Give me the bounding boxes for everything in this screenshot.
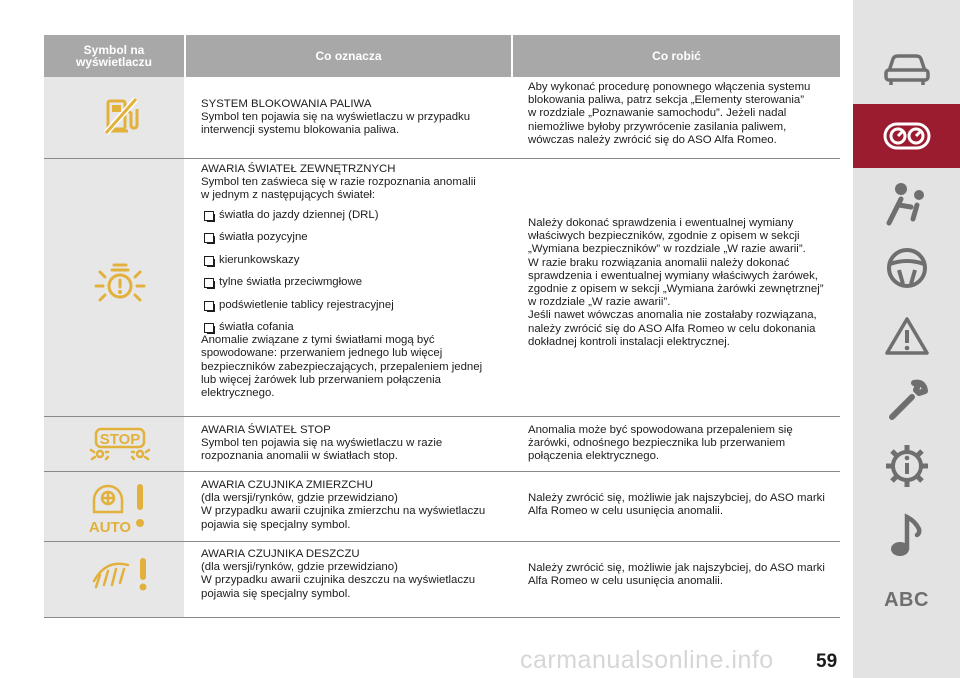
header-action: Co robić (513, 35, 840, 77)
sidebar-item-dashboard[interactable] (853, 104, 960, 168)
rain-sensor-action-line: Alfa Romeo w celu usunięcia anomalii. (528, 575, 724, 588)
stop-lights-meaning-line: rozpoznania anomalii w światłach stop. (201, 450, 398, 463)
list-item-label: tylne światła przeciwmgłowe (219, 276, 363, 289)
steering-wheel-icon (885, 246, 929, 290)
exterior-lights-outro-line: Anomalie związane z tymi światłami mogą być (201, 334, 435, 347)
sidebar-item-technical-data[interactable] (853, 434, 960, 498)
exterior-lights-intro-line: w jednym z następujących świateł: (201, 189, 376, 202)
stop-lights-title: AWARIA ŚWIATEŁ STOP (201, 424, 331, 436)
exterior-lights-outro-line: bezpieczników zabezpieczających, przepaleniem jednej (201, 360, 483, 373)
rain-sensor-meaning (201, 548, 506, 601)
auto-icon-text: AUTO (88, 519, 132, 536)
sidebar-item-emergency[interactable] (853, 368, 960, 432)
fuel-meaning (201, 98, 506, 138)
list-item-label: podświetlenie tablicy rejestracyjnej (219, 298, 394, 311)
rain-sensor-meaning-line: pojawia się specjalny symbol. (201, 587, 351, 600)
exterior-lights-action-line: właściwych bezpieczników, zgodnie z opisem w sekcji (528, 230, 800, 243)
rain-sensor-meaning-line: W przypadku awarii czujnika deszczu na wyświetlaczu (201, 574, 476, 587)
list-item (201, 276, 506, 299)
twilight-sensor-title: AWARIA CZUJNIKA ZMIERZCHU (201, 479, 373, 491)
exterior-light-failure-icon (92, 262, 148, 308)
stop-light-failure-icon (88, 426, 152, 462)
fuel-action-line: w rozdziale „Poznawanie samochodu”. Jeżeli nadal (528, 107, 787, 120)
row-divider (44, 471, 840, 472)
sidebar-item-driving[interactable] (853, 236, 960, 300)
fuel-meaning-line: interwencji systemu blokowania paliwa. (201, 124, 400, 137)
exterior-lights-action-line: zgodnie z opisem w sekcji „Wymiana żarówki zewnętrznej” (528, 283, 824, 296)
fuel-action-line: niemożliwe byłoby przywrócenie zasilania paliwem, (528, 120, 787, 133)
list-item-label: światła pozycyjne (219, 231, 308, 244)
lights-list (201, 209, 506, 335)
row-divider (44, 158, 840, 159)
wrench-icon (884, 377, 930, 423)
list-item-label: kierunkowskazy (219, 253, 300, 266)
stop-lights-meaning-line: Symbol ten pojawia się na wyświetlaczu w razie (201, 437, 443, 450)
exterior-lights-outro-line: spowodowane: przerwaniem jednego lub więcej (201, 347, 443, 360)
sidebar-item-car[interactable] (853, 38, 960, 102)
exterior-lights-action-line: dokładnej kontroli instalacji elektrycznej. (528, 335, 730, 348)
music-note-icon (887, 513, 927, 559)
seat-safety-icon (883, 181, 931, 227)
stop-lights-meaning (201, 424, 506, 464)
list-item (201, 321, 506, 334)
header-symbol (44, 35, 184, 77)
stop-lights-action-line: Anomalia może być spowodowana przepaleniem się (528, 424, 793, 436)
technical-data-gear-icon (884, 443, 930, 489)
header-symbol-line2: wyświetlaczu (75, 55, 153, 69)
list-item (201, 254, 506, 277)
fuel-action-line: wówczas należy zwrócić się do ASO Alfa Romeo. (528, 133, 777, 146)
fuel-pump-blocked-icon (100, 95, 142, 137)
index-label: ABC (884, 588, 929, 611)
exterior-lights-outro-line: elektrycznego. (201, 386, 275, 399)
sidebar-item-multimedia[interactable] (853, 504, 960, 568)
twilight-sensor-meaning-line: (dla wersji/rynków, gdzie przewidziano) (201, 492, 398, 505)
warning-triangle-icon (884, 315, 930, 357)
sidebar-item-warnings[interactable] (853, 304, 960, 368)
row-divider (44, 541, 840, 542)
stop-lights-action-line: żarówki, odnośnego bezpiecznika lub przerwaniem (528, 437, 786, 450)
fuel-action-line: blokowania paliwa, patrz sekcja „Elementy sterowania” (528, 94, 805, 107)
twilight-sensor-action-line: Alfa Romeo w celu usunięcia anomalii. (528, 505, 724, 518)
exterior-lights-action-line: „Wymiana bezpieczników” w rozdziale „W razie awarii”. (528, 243, 806, 256)
stop-lights-action-line: połączenia elektrycznego. (528, 450, 660, 463)
exterior-lights-intro-line: Symbol ten zaświeca się w razie rozpoznania anomalii (201, 176, 476, 189)
exterior-lights-action-line: W razie braku rozwiązania anomalii należy dokonać (528, 256, 790, 269)
exterior-lights-action-line: w rozdziale „W razie awarii”. (528, 296, 671, 309)
fuel-title: SYSTEM BLOKOWANIA PALIWA (201, 98, 372, 110)
rain-sensor-action (528, 562, 838, 588)
fuel-action-line: Aby wykonać procedurę ponownego włączenia systemu (528, 81, 811, 93)
sidebar-item-index[interactable] (853, 568, 960, 632)
stop-icon-text: STOP (99, 431, 141, 448)
twilight-sensor-failure-icon (86, 478, 156, 536)
dashboard-icon (883, 121, 931, 151)
row-divider (44, 617, 840, 618)
stop-lights-action (528, 424, 838, 464)
exterior-lights-action (528, 217, 838, 349)
car-icon (883, 53, 931, 87)
page-number: 59 (816, 651, 838, 672)
twilight-sensor-meaning-line: pojawia się specjalny symbol. (201, 518, 351, 531)
twilight-sensor-meaning-line: W przypadku awarii czujnika zmierzchu na wyświetlaczu (201, 505, 486, 518)
fuel-action (528, 81, 838, 147)
list-item (201, 209, 506, 232)
header-meaning: Co oznacza (186, 35, 511, 77)
header-symbol-line1: Symbol na (83, 43, 145, 57)
exterior-lights-action-line: należy zwrócić się do ASO Alfa Romeo w celu dokonania (528, 322, 816, 335)
twilight-sensor-action (528, 492, 838, 518)
exterior-lights-action-line: sprawdzenia i ewentualnej wymiany właściwych żarówek, (528, 269, 818, 282)
rain-sensor-failure-icon (88, 555, 154, 591)
sidebar-item-safety[interactable] (853, 172, 960, 236)
rain-sensor-title: AWARIA CZUJNIKA DESZCZU (201, 548, 360, 560)
twilight-sensor-meaning (201, 479, 506, 532)
list-item (201, 231, 506, 254)
watermark: carmanualsonline.info (520, 646, 774, 674)
exterior-lights-action-line: Należy dokonać sprawdzenia i ewentualnej wymiany (528, 217, 794, 229)
exterior-lights-meaning (201, 163, 506, 400)
fuel-meaning-line: Symbol ten pojawia się na wyświetlaczu w przypadku (201, 111, 471, 124)
chapter-sidebar (853, 0, 960, 678)
rain-sensor-meaning-line: (dla wersji/rynków, gdzie przewidziano) (201, 561, 398, 574)
list-item-label: światła do jazdy dziennej (DRL) (219, 208, 379, 221)
list-item (201, 299, 506, 322)
twilight-sensor-action-line: Należy zwrócić się, możliwie jak najszybciej, do ASO marki (528, 492, 825, 504)
exterior-lights-title: AWARIA ŚWIATEŁ ZEWNĘTRZNYCH (201, 163, 396, 175)
row-divider (44, 416, 840, 417)
rain-sensor-action-line: Należy zwrócić się, możliwie jak najszybciej, do ASO marki (528, 562, 825, 574)
exterior-lights-outro-line: lub więcej żarówek lub przerwaniem połączenia (201, 373, 441, 386)
exterior-lights-action-line: Jeśli nawet wówczas anomalia nie zostałaby rozwiązana, (528, 309, 817, 322)
list-item-label: światła cofania (219, 321, 294, 334)
